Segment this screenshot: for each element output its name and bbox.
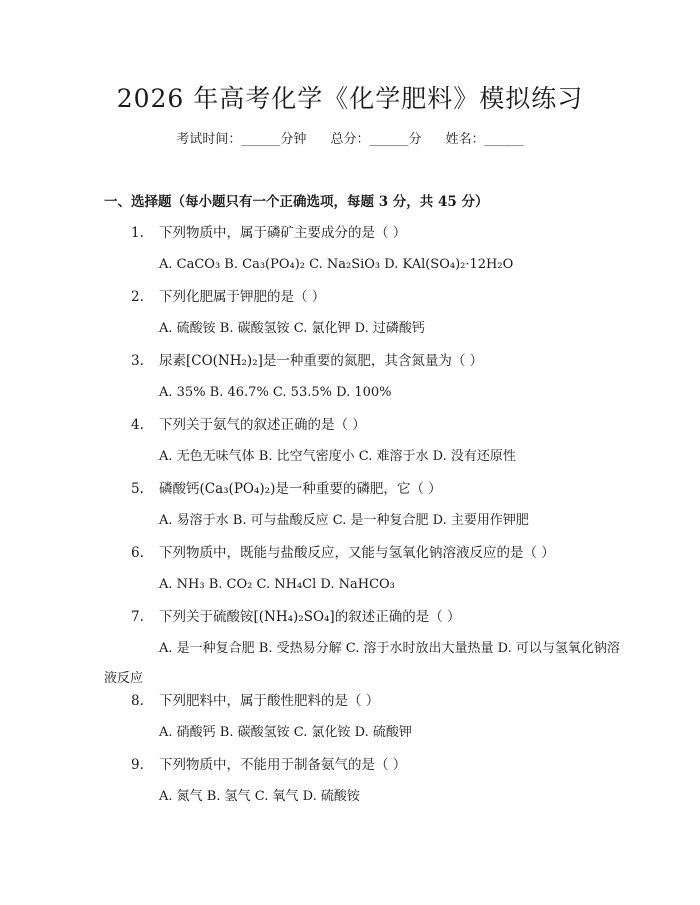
question-stem: 下列肥料中，属于酸性肥料的是（ ） <box>159 693 380 709</box>
question-5-options: A. 易溶于水 B. 可与盐酸反应 C. 是一种复合肥 D. 主要用作钾肥 <box>159 513 529 528</box>
question-stem: 下列化肥属于钾肥的是（ ） <box>159 289 326 305</box>
question-number: 8. <box>131 693 144 709</box>
question-8-options: A. 硝酸钙 B. 碳酸氢铵 C. 氯化铵 D. 硫酸钾 <box>159 725 412 740</box>
page-title: 2026 年高考化学《化学肥料》模拟练习 <box>116 84 584 113</box>
exam-meta <box>0 128 700 152</box>
question-stem: 下列关于硫酸铵[(NH₄)₂SO₄]的叙述正确的是（ ） <box>159 609 461 625</box>
question-1-options: A. CaCO₃ B. Ca₃(PO₄)₂ C. Na₂SiO₃ D. KAl(SO₄)₂·12H₂O <box>159 257 514 272</box>
question-number: 1. <box>131 225 144 241</box>
question-stem: 下列物质中，属于磷矿主要成分的是（ ） <box>159 225 407 241</box>
exam-score: 总分：______分 <box>330 132 422 147</box>
question-stem: 磷酸钙(Ca₃(PO₄)₂)是一种重要的磷肥，它（ ） <box>159 481 442 497</box>
question-stem: 下列物质中，既能与盐酸反应，又能与氢氧化钠溶液反应的是（ ） <box>159 545 555 561</box>
question-number: 6. <box>131 545 144 561</box>
question-number: 3. <box>131 353 144 369</box>
student-name: 姓名：______ <box>445 132 524 147</box>
question-number: 5. <box>131 481 144 497</box>
question-number: 7. <box>131 609 144 625</box>
question-number: 9. <box>131 757 144 773</box>
question-stem: 下列物质中，不能用于制备氨气的是（ ） <box>159 757 407 773</box>
question-number: 4. <box>131 417 144 433</box>
question-4-options: A. 无色无味气体 B. 比空气密度小 C. 难溶于水 D. 没有还原性 <box>159 449 516 464</box>
question-6-options: A. NH₃ B. CO₂ C. NH₄Cl D. NaHCO₃ <box>159 577 395 592</box>
exam-time: 考试时间：______分钟 <box>176 132 307 147</box>
question-9-options: A. 氮气 B. 氢气 C. 氧气 D. 硫酸铵 <box>159 789 360 804</box>
section-heading: 一、选择题（每小题只有一个正确选项，每题 3 分，共 45 分） <box>104 194 489 210</box>
question-3-options: A. 35% B. 46.7% C. 53.5% D. 100% <box>159 385 392 400</box>
question-7-options: A. 是一种复合肥 B. 受热易分解 C. 溶于水时放出大量热量 D. 可以与氢氧化钠溶液反应 <box>104 641 620 686</box>
question-stem: 尿素[CO(NH₂)₂]是一种重要的氮肥，其含氮量为（ ） <box>159 353 484 369</box>
question-stem: 下列关于氨气的叙述正确的是（ ） <box>159 417 366 433</box>
question-number: 2. <box>131 289 144 305</box>
question-2-options: A. 硫酸铵 B. 碳酸氢铵 C. 氯化钾 D. 过磷酸钙 <box>159 321 425 336</box>
